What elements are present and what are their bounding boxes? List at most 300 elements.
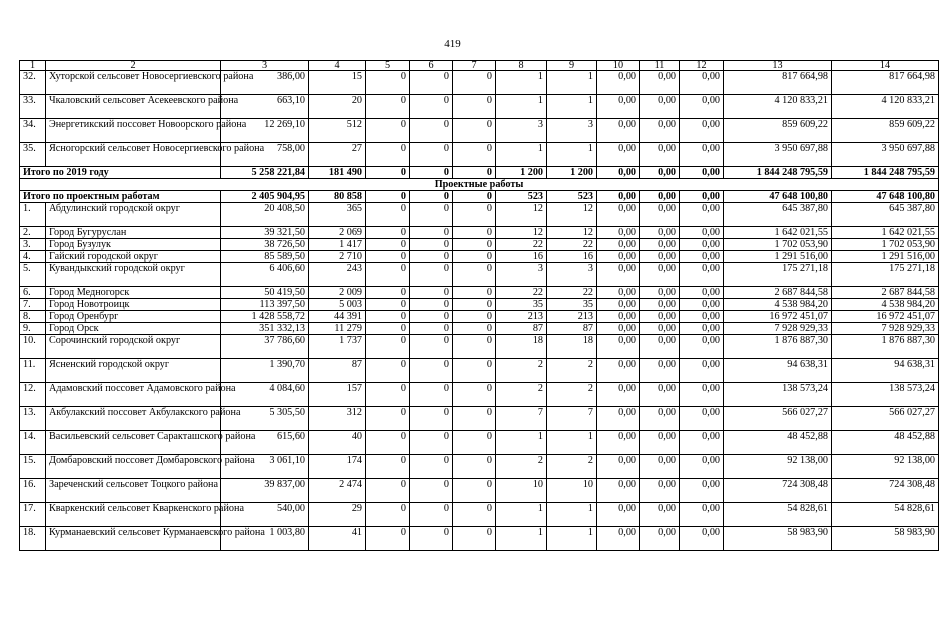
value-cell: 1 xyxy=(496,95,547,119)
value-cell: 0,00 xyxy=(597,227,640,239)
value-cell: 0 xyxy=(410,359,453,383)
value-cell: 0 xyxy=(366,287,410,299)
header-cell: 7 xyxy=(453,61,496,71)
value-cell: 0,00 xyxy=(597,359,640,383)
value-cell: 0 xyxy=(453,143,496,167)
value-cell: 0 xyxy=(453,359,496,383)
total-value: 1 200 xyxy=(547,167,597,179)
value-cell: 1 737 xyxy=(309,335,366,359)
value-cell: 0,00 xyxy=(680,263,724,287)
value-cell: 1 390,70 xyxy=(221,359,309,383)
value-cell: 2 xyxy=(547,383,597,407)
value-cell: 3 xyxy=(496,119,547,143)
total-value: 47 648 100,80 xyxy=(832,191,939,203)
value-cell: 0 xyxy=(453,95,496,119)
value-cell: 0 xyxy=(366,203,410,227)
value-cell: 0,00 xyxy=(640,239,680,251)
value-cell: 7 xyxy=(496,407,547,431)
value-cell: 0 xyxy=(366,95,410,119)
value-cell: 3 950 697,88 xyxy=(832,143,939,167)
value-cell: 1 642 021,55 xyxy=(724,227,832,239)
total-2019-row xyxy=(20,167,939,179)
section-row xyxy=(20,179,939,191)
value-cell: 0,00 xyxy=(640,383,680,407)
table-row xyxy=(20,359,939,383)
value-cell: 0,00 xyxy=(640,455,680,479)
value-cell: 0 xyxy=(453,455,496,479)
value-cell: 58 983,90 xyxy=(724,527,832,551)
municipality-name: Энергетикский поссовет Новоорского района xyxy=(46,119,221,143)
value-cell: 1 291 516,00 xyxy=(832,251,939,263)
table-row xyxy=(20,95,939,119)
row-number: 14. xyxy=(20,431,46,455)
value-cell: 48 452,88 xyxy=(832,431,939,455)
value-cell: 0 xyxy=(366,323,410,335)
value-cell: 0,00 xyxy=(680,227,724,239)
value-cell: 7 928 929,33 xyxy=(832,323,939,335)
value-cell: 312 xyxy=(309,407,366,431)
value-cell: 0 xyxy=(366,479,410,503)
value-cell: 615,60 xyxy=(221,431,309,455)
total-value: 1 844 248 795,59 xyxy=(724,167,832,179)
value-cell: 87 xyxy=(547,323,597,335)
value-cell: 3 xyxy=(547,263,597,287)
value-cell: 3 950 697,88 xyxy=(724,143,832,167)
value-cell: 724 308,48 xyxy=(724,479,832,503)
value-cell: 758,00 xyxy=(221,143,309,167)
municipality-name: Город Орск xyxy=(46,323,221,335)
value-cell: 1 876 887,30 xyxy=(832,335,939,359)
total-value: 0 xyxy=(366,167,410,179)
value-cell: 0,00 xyxy=(640,95,680,119)
value-cell: 10 xyxy=(547,479,597,503)
value-cell: 0 xyxy=(453,263,496,287)
value-cell: 0,00 xyxy=(680,479,724,503)
value-cell: 2 xyxy=(547,359,597,383)
value-cell: 0,00 xyxy=(597,287,640,299)
value-cell: 0,00 xyxy=(680,71,724,95)
value-cell: 817 664,98 xyxy=(724,71,832,95)
row-number: 15. xyxy=(20,455,46,479)
header-cell: 13 xyxy=(724,61,832,71)
value-cell: 12 xyxy=(547,227,597,239)
value-cell: 157 xyxy=(309,383,366,407)
value-cell: 0,00 xyxy=(640,263,680,287)
total-value: 523 xyxy=(547,191,597,203)
value-cell: 4 084,60 xyxy=(221,383,309,407)
total-value: 0 xyxy=(410,191,453,203)
municipality-name: Кваркенский сельсовет Кваркенского района xyxy=(46,503,221,527)
value-cell: 0,00 xyxy=(597,95,640,119)
value-cell: 243 xyxy=(309,263,366,287)
total-value: 1 200 xyxy=(496,167,547,179)
value-cell: 0 xyxy=(453,71,496,95)
value-cell: 2 xyxy=(547,455,597,479)
total-project-row xyxy=(20,191,939,203)
total-value: 0 xyxy=(453,191,496,203)
value-cell: 0,00 xyxy=(640,203,680,227)
value-cell: 38 726,50 xyxy=(221,239,309,251)
value-cell: 0,00 xyxy=(680,407,724,431)
value-cell: 0 xyxy=(410,479,453,503)
value-cell: 0 xyxy=(366,71,410,95)
value-cell: 0 xyxy=(410,335,453,359)
value-cell: 175 271,18 xyxy=(724,263,832,287)
header-cell: 2 xyxy=(46,61,221,71)
value-cell: 0 xyxy=(453,203,496,227)
value-cell: 859 609,22 xyxy=(724,119,832,143)
value-cell: 12 xyxy=(496,227,547,239)
value-cell: 0 xyxy=(366,431,410,455)
value-cell: 4 538 984,20 xyxy=(724,299,832,311)
table-row xyxy=(20,527,939,551)
value-cell: 0 xyxy=(410,299,453,311)
value-cell: 0,00 xyxy=(680,239,724,251)
value-cell: 0,00 xyxy=(680,287,724,299)
value-cell: 0,00 xyxy=(597,335,640,359)
value-cell: 15 xyxy=(309,71,366,95)
table-row xyxy=(20,383,939,407)
value-cell: 1 xyxy=(547,527,597,551)
table-row xyxy=(20,335,939,359)
value-cell: 365 xyxy=(309,203,366,227)
value-cell: 1 291 516,00 xyxy=(724,251,832,263)
value-cell: 0,00 xyxy=(640,311,680,323)
value-cell: 663,10 xyxy=(221,95,309,119)
value-cell: 0,00 xyxy=(680,311,724,323)
value-cell: 0 xyxy=(366,383,410,407)
value-cell: 2 xyxy=(496,359,547,383)
header-cell: 11 xyxy=(640,61,680,71)
value-cell: 48 452,88 xyxy=(724,431,832,455)
value-cell: 0 xyxy=(453,431,496,455)
value-cell: 0,00 xyxy=(597,71,640,95)
value-cell: 0 xyxy=(410,527,453,551)
value-cell: 0,00 xyxy=(680,323,724,335)
row-number: 1. xyxy=(20,203,46,227)
value-cell: 0 xyxy=(366,143,410,167)
value-cell: 16 972 451,07 xyxy=(832,311,939,323)
value-cell: 0 xyxy=(453,323,496,335)
header-cell: 1 xyxy=(20,61,46,71)
value-cell: 0 xyxy=(453,227,496,239)
value-cell: 0,00 xyxy=(597,299,640,311)
row-number: 3. xyxy=(20,239,46,251)
value-cell: 54 828,61 xyxy=(724,503,832,527)
value-cell: 1 xyxy=(496,143,547,167)
value-cell: 2 xyxy=(496,455,547,479)
table-row xyxy=(20,479,939,503)
header-cell: 4 xyxy=(309,61,366,71)
value-cell: 16 xyxy=(547,251,597,263)
value-cell: 0,00 xyxy=(597,239,640,251)
table-row xyxy=(20,71,939,95)
value-cell: 0,00 xyxy=(680,143,724,167)
municipality-name: Город Медногорск xyxy=(46,287,221,299)
value-cell: 2 710 xyxy=(309,251,366,263)
value-cell: 2 687 844,58 xyxy=(832,287,939,299)
value-cell: 0,00 xyxy=(640,71,680,95)
value-cell: 0 xyxy=(453,383,496,407)
value-cell: 29 xyxy=(309,503,366,527)
table-row xyxy=(20,287,939,299)
value-cell: 0 xyxy=(410,203,453,227)
table-row xyxy=(20,407,939,431)
total-value: 0,00 xyxy=(640,167,680,179)
total-value: 80 858 xyxy=(309,191,366,203)
value-cell: 1 xyxy=(547,143,597,167)
header-cell: 8 xyxy=(496,61,547,71)
municipality-name: Город Новотроицк xyxy=(46,299,221,311)
value-cell: 3 xyxy=(496,263,547,287)
value-cell: 351 332,13 xyxy=(221,323,309,335)
table-row xyxy=(20,119,939,143)
value-cell: 0,00 xyxy=(680,383,724,407)
value-cell: 18 xyxy=(547,335,597,359)
value-cell: 18 xyxy=(496,335,547,359)
header-cell: 6 xyxy=(410,61,453,71)
value-cell: 2 069 xyxy=(309,227,366,239)
value-cell: 1 xyxy=(547,431,597,455)
value-cell: 2 009 xyxy=(309,287,366,299)
value-cell: 92 138,00 xyxy=(832,455,939,479)
value-cell: 0,00 xyxy=(597,203,640,227)
value-cell: 4 120 833,21 xyxy=(832,95,939,119)
value-cell: 0 xyxy=(366,455,410,479)
value-cell: 1 xyxy=(496,71,547,95)
value-cell: 0 xyxy=(410,455,453,479)
value-cell: 113 397,50 xyxy=(221,299,309,311)
municipality-name: Ясногорский сельсовет Новосергиевского района xyxy=(46,143,221,167)
table-body xyxy=(20,61,939,551)
value-cell: 5 305,50 xyxy=(221,407,309,431)
page-number: 419 xyxy=(444,38,461,50)
value-cell: 0,00 xyxy=(597,263,640,287)
header-cell: 9 xyxy=(547,61,597,71)
municipality-name: Хуторской сельсовет Новосергиевского района xyxy=(46,71,221,95)
value-cell: 0 xyxy=(366,227,410,239)
value-cell: 1 876 887,30 xyxy=(724,335,832,359)
value-cell: 0 xyxy=(410,323,453,335)
table-row xyxy=(20,311,939,323)
value-cell: 0 xyxy=(410,119,453,143)
value-cell: 213 xyxy=(547,311,597,323)
total-value: 47 648 100,80 xyxy=(724,191,832,203)
municipality-name: Ясненский городской округ xyxy=(46,359,221,383)
value-cell: 0,00 xyxy=(597,503,640,527)
value-cell: 0 xyxy=(366,263,410,287)
table-row xyxy=(20,263,939,287)
value-cell: 175 271,18 xyxy=(832,263,939,287)
total-value: 0 xyxy=(410,167,453,179)
value-cell: 0,00 xyxy=(640,431,680,455)
value-cell: 4 538 984,20 xyxy=(832,299,939,311)
value-cell: 0,00 xyxy=(597,119,640,143)
municipality-name: Сорочинский городской округ xyxy=(46,335,221,359)
value-cell: 0,00 xyxy=(680,335,724,359)
value-cell: 40 xyxy=(309,431,366,455)
municipality-name: Васильевский сельсовет Саракташского района xyxy=(46,431,221,455)
table-row xyxy=(20,323,939,335)
row-number: 12. xyxy=(20,383,46,407)
value-cell: 0,00 xyxy=(597,383,640,407)
value-cell: 645 387,80 xyxy=(832,203,939,227)
table-row xyxy=(20,227,939,239)
table-row xyxy=(20,251,939,263)
municipality-name: Абдулинский городской округ xyxy=(46,203,221,227)
row-number: 34. xyxy=(20,119,46,143)
value-cell: 0 xyxy=(410,407,453,431)
total-value: 2 405 904,95 xyxy=(221,191,309,203)
value-cell: 0,00 xyxy=(640,503,680,527)
value-cell: 0,00 xyxy=(640,143,680,167)
value-cell: 5 003 xyxy=(309,299,366,311)
value-cell: 0 xyxy=(410,263,453,287)
value-cell: 1 xyxy=(547,95,597,119)
value-cell: 0,00 xyxy=(640,119,680,143)
value-cell: 12 xyxy=(496,203,547,227)
value-cell: 0 xyxy=(366,503,410,527)
value-cell: 41 xyxy=(309,527,366,551)
value-cell: 0,00 xyxy=(640,479,680,503)
value-cell: 859 609,22 xyxy=(832,119,939,143)
value-cell: 0 xyxy=(410,287,453,299)
total-value: 0,00 xyxy=(680,191,724,203)
value-cell: 566 027,27 xyxy=(832,407,939,431)
value-cell: 0,00 xyxy=(597,479,640,503)
value-cell: 0 xyxy=(453,119,496,143)
value-cell: 0,00 xyxy=(680,203,724,227)
value-cell: 0 xyxy=(453,311,496,323)
value-cell: 39 321,50 xyxy=(221,227,309,239)
value-cell: 0 xyxy=(453,335,496,359)
value-cell: 50 419,50 xyxy=(221,287,309,299)
value-cell: 566 027,27 xyxy=(724,407,832,431)
value-cell: 22 xyxy=(496,287,547,299)
row-number: 7. xyxy=(20,299,46,311)
value-cell: 0 xyxy=(366,527,410,551)
total-value: 0,00 xyxy=(680,167,724,179)
header-cell: 14 xyxy=(832,61,939,71)
value-cell: 0,00 xyxy=(597,527,640,551)
value-cell: 0 xyxy=(366,335,410,359)
value-cell: 3 xyxy=(547,119,597,143)
value-cell: 2 687 844,58 xyxy=(724,287,832,299)
value-cell: 7 928 929,33 xyxy=(724,323,832,335)
value-cell: 85 589,50 xyxy=(221,251,309,263)
total-value: 0 xyxy=(366,191,410,203)
value-cell: 138 573,24 xyxy=(724,383,832,407)
value-cell: 94 638,31 xyxy=(724,359,832,383)
municipality-name: Город Бугуруслан xyxy=(46,227,221,239)
value-cell: 386,00 xyxy=(221,71,309,95)
value-cell: 54 828,61 xyxy=(832,503,939,527)
value-cell: 7 xyxy=(547,407,597,431)
total-value: 0,00 xyxy=(597,191,640,203)
municipality-name: Кувандыкский городской округ xyxy=(46,263,221,287)
value-cell: 0,00 xyxy=(597,323,640,335)
value-cell: 0 xyxy=(366,239,410,251)
value-cell: 1 428 558,72 xyxy=(221,311,309,323)
value-cell: 0,00 xyxy=(640,299,680,311)
value-cell: 0,00 xyxy=(640,335,680,359)
value-cell: 0,00 xyxy=(680,527,724,551)
table-row xyxy=(20,503,939,527)
value-cell: 0,00 xyxy=(597,251,640,263)
row-number: 4. xyxy=(20,251,46,263)
value-cell: 37 786,60 xyxy=(221,335,309,359)
value-cell: 213 xyxy=(496,311,547,323)
total-value: 181 490 xyxy=(309,167,366,179)
row-number: 11. xyxy=(20,359,46,383)
table-row xyxy=(20,431,939,455)
value-cell: 39 837,00 xyxy=(221,479,309,503)
municipality-name: Зареченский сельсовет Тоцкого района xyxy=(46,479,221,503)
value-cell: 0 xyxy=(410,239,453,251)
value-cell: 0,00 xyxy=(597,311,640,323)
value-cell: 0 xyxy=(366,251,410,263)
header-cell: 3 xyxy=(221,61,309,71)
row-number: 8. xyxy=(20,311,46,323)
value-cell: 20 408,50 xyxy=(221,203,309,227)
value-cell: 0,00 xyxy=(680,95,724,119)
value-cell: 2 xyxy=(496,383,547,407)
value-cell: 0,00 xyxy=(640,359,680,383)
value-cell: 27 xyxy=(309,143,366,167)
value-cell: 10 xyxy=(496,479,547,503)
value-cell: 540,00 xyxy=(221,503,309,527)
value-cell: 0,00 xyxy=(597,143,640,167)
value-cell: 0 xyxy=(453,239,496,251)
value-cell: 0 xyxy=(453,251,496,263)
value-cell: 138 573,24 xyxy=(832,383,939,407)
value-cell: 1 702 053,90 xyxy=(832,239,939,251)
value-cell: 87 xyxy=(496,323,547,335)
municipality-name: Адамовский поссовет Адамовского района xyxy=(46,383,221,407)
row-number: 17. xyxy=(20,503,46,527)
total-value: 1 844 248 795,59 xyxy=(832,167,939,179)
value-cell: 1 003,80 xyxy=(221,527,309,551)
municipality-name: Чкаловский сельсовет Асекеевского района xyxy=(46,95,221,119)
table-row xyxy=(20,143,939,167)
value-cell: 58 983,90 xyxy=(832,527,939,551)
value-cell: 0,00 xyxy=(597,431,640,455)
value-cell: 1 xyxy=(496,503,547,527)
total-label: Итого по 2019 году xyxy=(20,167,221,179)
value-cell: 0 xyxy=(366,299,410,311)
total-value: 0,00 xyxy=(597,167,640,179)
value-cell: 0 xyxy=(410,503,453,527)
value-cell: 0 xyxy=(453,527,496,551)
table-row xyxy=(20,299,939,311)
value-cell: 0 xyxy=(410,95,453,119)
value-cell: 0 xyxy=(410,251,453,263)
value-cell: 817 664,98 xyxy=(832,71,939,95)
value-cell: 645 387,80 xyxy=(724,203,832,227)
value-cell: 0,00 xyxy=(640,323,680,335)
value-cell: 0 xyxy=(410,383,453,407)
municipality-name: Город Бузулук xyxy=(46,239,221,251)
value-cell: 92 138,00 xyxy=(724,455,832,479)
row-number: 9. xyxy=(20,323,46,335)
municipality-name: Город Оренбург xyxy=(46,311,221,323)
row-number: 6. xyxy=(20,287,46,299)
table-row xyxy=(20,203,939,227)
table-row xyxy=(20,239,939,251)
value-cell: 6 406,60 xyxy=(221,263,309,287)
row-number: 2. xyxy=(20,227,46,239)
value-cell: 0 xyxy=(410,227,453,239)
